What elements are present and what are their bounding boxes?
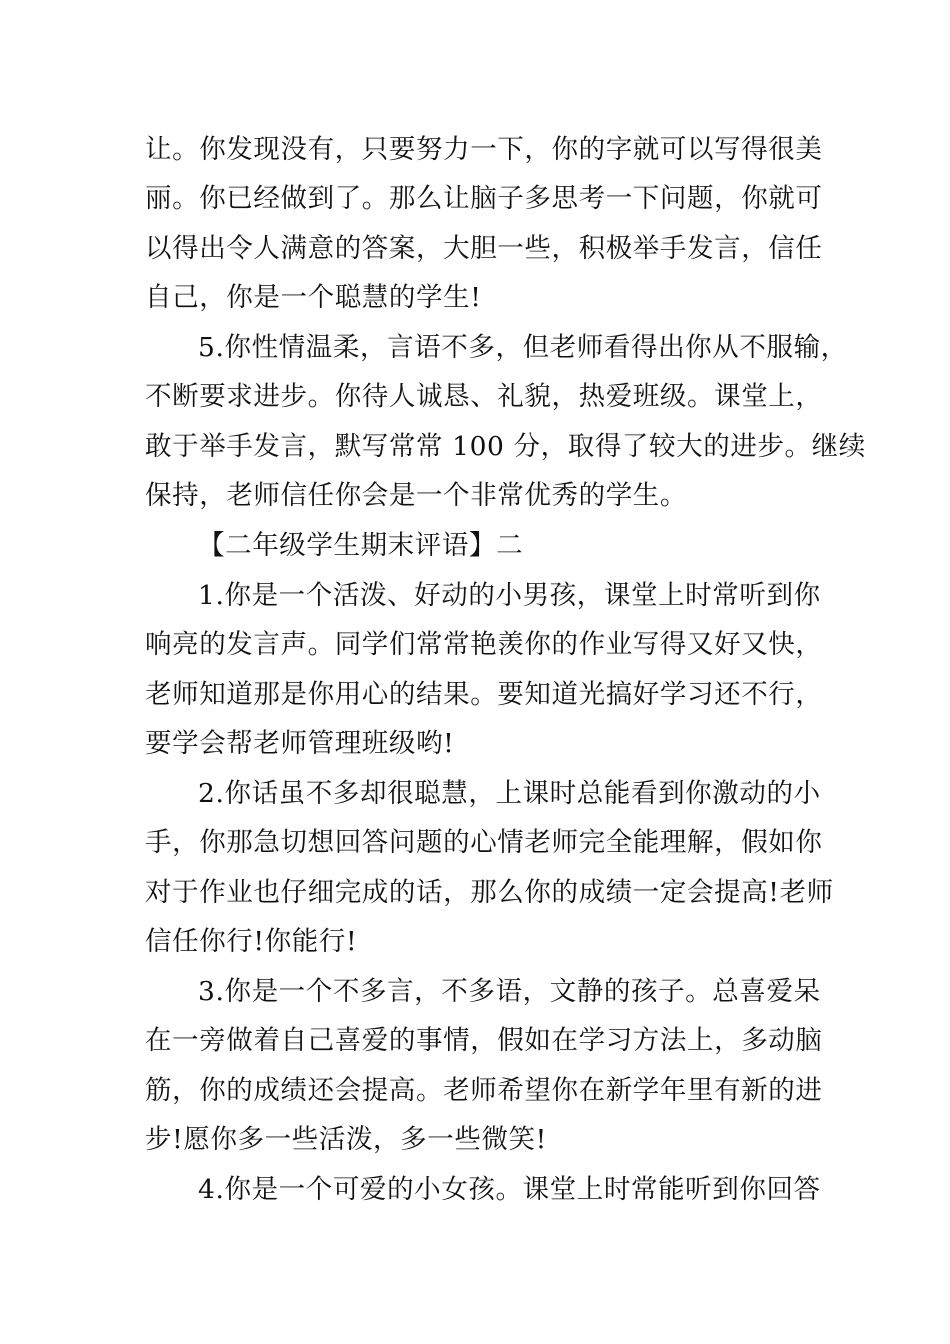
text-line: 对于作业也仔细完成的话，那么你的成绩一定会提高!老师: [145, 877, 834, 908]
text-line: 响亮的发言声。同学们常常艳羡你的作业写得又好又快，: [145, 629, 823, 660]
text-line: 步!愿你多一些活泼，多一些微笑!: [145, 1124, 547, 1155]
text-line: 敢于举手发言，默写常常 100 分，取得了较大的进步。继续: [145, 431, 866, 462]
text-line: 要学会帮老师管理班级哟!: [145, 728, 455, 759]
paragraph-5-start: 5.你性情温柔，言语不多，但老师看得出你从不服输，: [198, 332, 848, 363]
text-line: 让。你发现没有，只要努力一下，你的字就可以写得很美: [145, 134, 823, 165]
text-line: 信任你行!你能行!: [145, 926, 358, 957]
text-line: 自己，你是一个聪慧的学生!: [145, 282, 482, 313]
paragraph-1-start: 1.你是一个活泼、好动的小男孩，课堂上时常听到你: [198, 580, 821, 611]
paragraph-2-start: 2.你话虽不多却很聪慧，上课时总能看到你激动的小: [198, 778, 821, 809]
text-line: 在一旁做着自己喜爱的事情，假如在学习方法上，多动脑: [145, 1025, 823, 1056]
paragraph-4-start: 4.你是一个可爱的小女孩。课堂上时常能听到你回答: [198, 1174, 821, 1205]
text-line: 丽。你已经做到了。那么让脑子多思考一下问题，你就可: [145, 183, 823, 214]
text-line: 老师知道那是你用心的结果。要知道光搞好学习还不行，: [145, 679, 823, 710]
paragraph-3-start: 3.你是一个不多言，不多语，文静的孩子。总喜爱呆: [198, 976, 821, 1007]
section-heading: 【二年级学生期末评语】二: [198, 530, 524, 561]
text-line: 筋，你的成绩还会提高。老师希望你在新学年里有新的进: [145, 1075, 823, 1106]
text-line: 保持，老师信任你会是一个非常优秀的学生。: [145, 480, 687, 511]
text-line: 不断要求进步。你待人诚恳、礼貌，热爱班级。课堂上，: [145, 381, 823, 412]
text-line: 以得出令人满意的答案，大胆一些，积极举手发言，信任: [145, 233, 823, 264]
text-line: 手，你那急切想回答问题的心情老师完全能理解，假如你: [145, 827, 823, 858]
